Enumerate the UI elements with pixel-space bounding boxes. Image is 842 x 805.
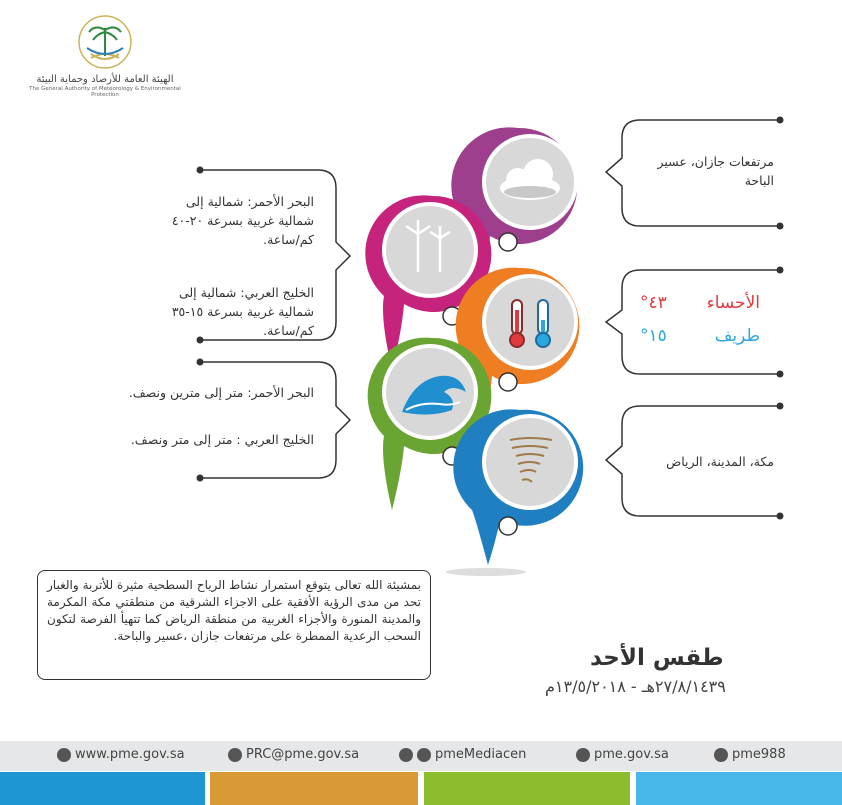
facebook-icon <box>576 748 590 762</box>
pin-shadow <box>446 568 526 576</box>
date-text: ٢٧/٨/١٤٣٩هـ - ١٣/٥/٢٠١٨م <box>545 677 726 696</box>
band-sand <box>210 772 418 805</box>
footer <box>0 741 842 771</box>
dust-pin <box>453 409 583 565</box>
facebook-label: pme.gov.sa <box>594 747 669 762</box>
wave-bracket <box>200 362 350 478</box>
instagram-icon <box>417 748 431 762</box>
mail-icon <box>228 748 242 762</box>
max-temp-row <box>640 293 760 317</box>
wave-red-sea-text: البحر الأحمر: متر إلى مترين ونصف. <box>128 385 314 400</box>
temp-bracket <box>606 270 780 374</box>
website-label: www.pme.gov.sa <box>75 747 185 762</box>
website-link[interactable] <box>57 747 185 762</box>
org-name-en: The General Authority of Meteorology & Environmental Protection <box>29 86 181 98</box>
phone-link[interactable] <box>714 747 786 762</box>
wind-gulf-text: الخليج العربي: شمالية إلى شمالية غربية بسرعة ١٥-٣٥ كم/ساعة. <box>171 285 314 338</box>
wave-gulf-text: الخليج العربي : متر إلى متر ونصف. <box>130 432 314 447</box>
band-sky <box>636 772 842 805</box>
org-name-ar: الهيئة العامة للأرصاد وحماية البيئة <box>36 74 174 85</box>
globe-icon <box>57 748 71 762</box>
facebook-link[interactable] <box>576 747 669 762</box>
band-water <box>0 772 205 805</box>
email-label: PRC@pme.gov.sa <box>246 747 360 762</box>
phone-label: pme988 <box>732 747 786 762</box>
min-temp-value: ١٥° <box>640 326 667 346</box>
band-leaf <box>424 772 630 805</box>
phone-icon <box>714 748 728 762</box>
cloud-regions-text: مرتفعات جازان، عسير الباحة <box>657 154 774 188</box>
social-link[interactable] <box>399 747 526 762</box>
forecast-summary: بمشيئة الله تعالى يتوقع استمرار نشاط الرياح السطحية مثيرة للأتربة والغبار تحد من مدى الرؤية الأفقية على الاجزاء الشرقية من منطقتي مكة المكرمة والمدينة المنورة والأجزاء الغربية من منطقة الرياض كما تتهيأ الفرصة لتكون السحب الرعدية الممطرة على مرتفعات جازان ،عسير والباحة. <box>37 570 431 680</box>
dust-regions-text: مكة، المدينة، الرياض <box>666 454 774 469</box>
wind-red-sea-text: البحر الأحمر: شمالية إلى شمالية غربية بسرعة ٢٠-٤٠ كم/ساعة. <box>171 194 314 247</box>
min-temp-row <box>640 326 760 350</box>
max-temp-city: الأحساء <box>706 293 760 313</box>
page-title: طقس الأحد <box>590 645 724 671</box>
twitter-icon <box>399 748 413 762</box>
max-temp-value: ٤٣° <box>640 293 667 313</box>
min-temp-city: طريف <box>714 326 760 346</box>
social-label: pmeMediacen <box>435 747 527 762</box>
email-link[interactable] <box>228 747 359 762</box>
